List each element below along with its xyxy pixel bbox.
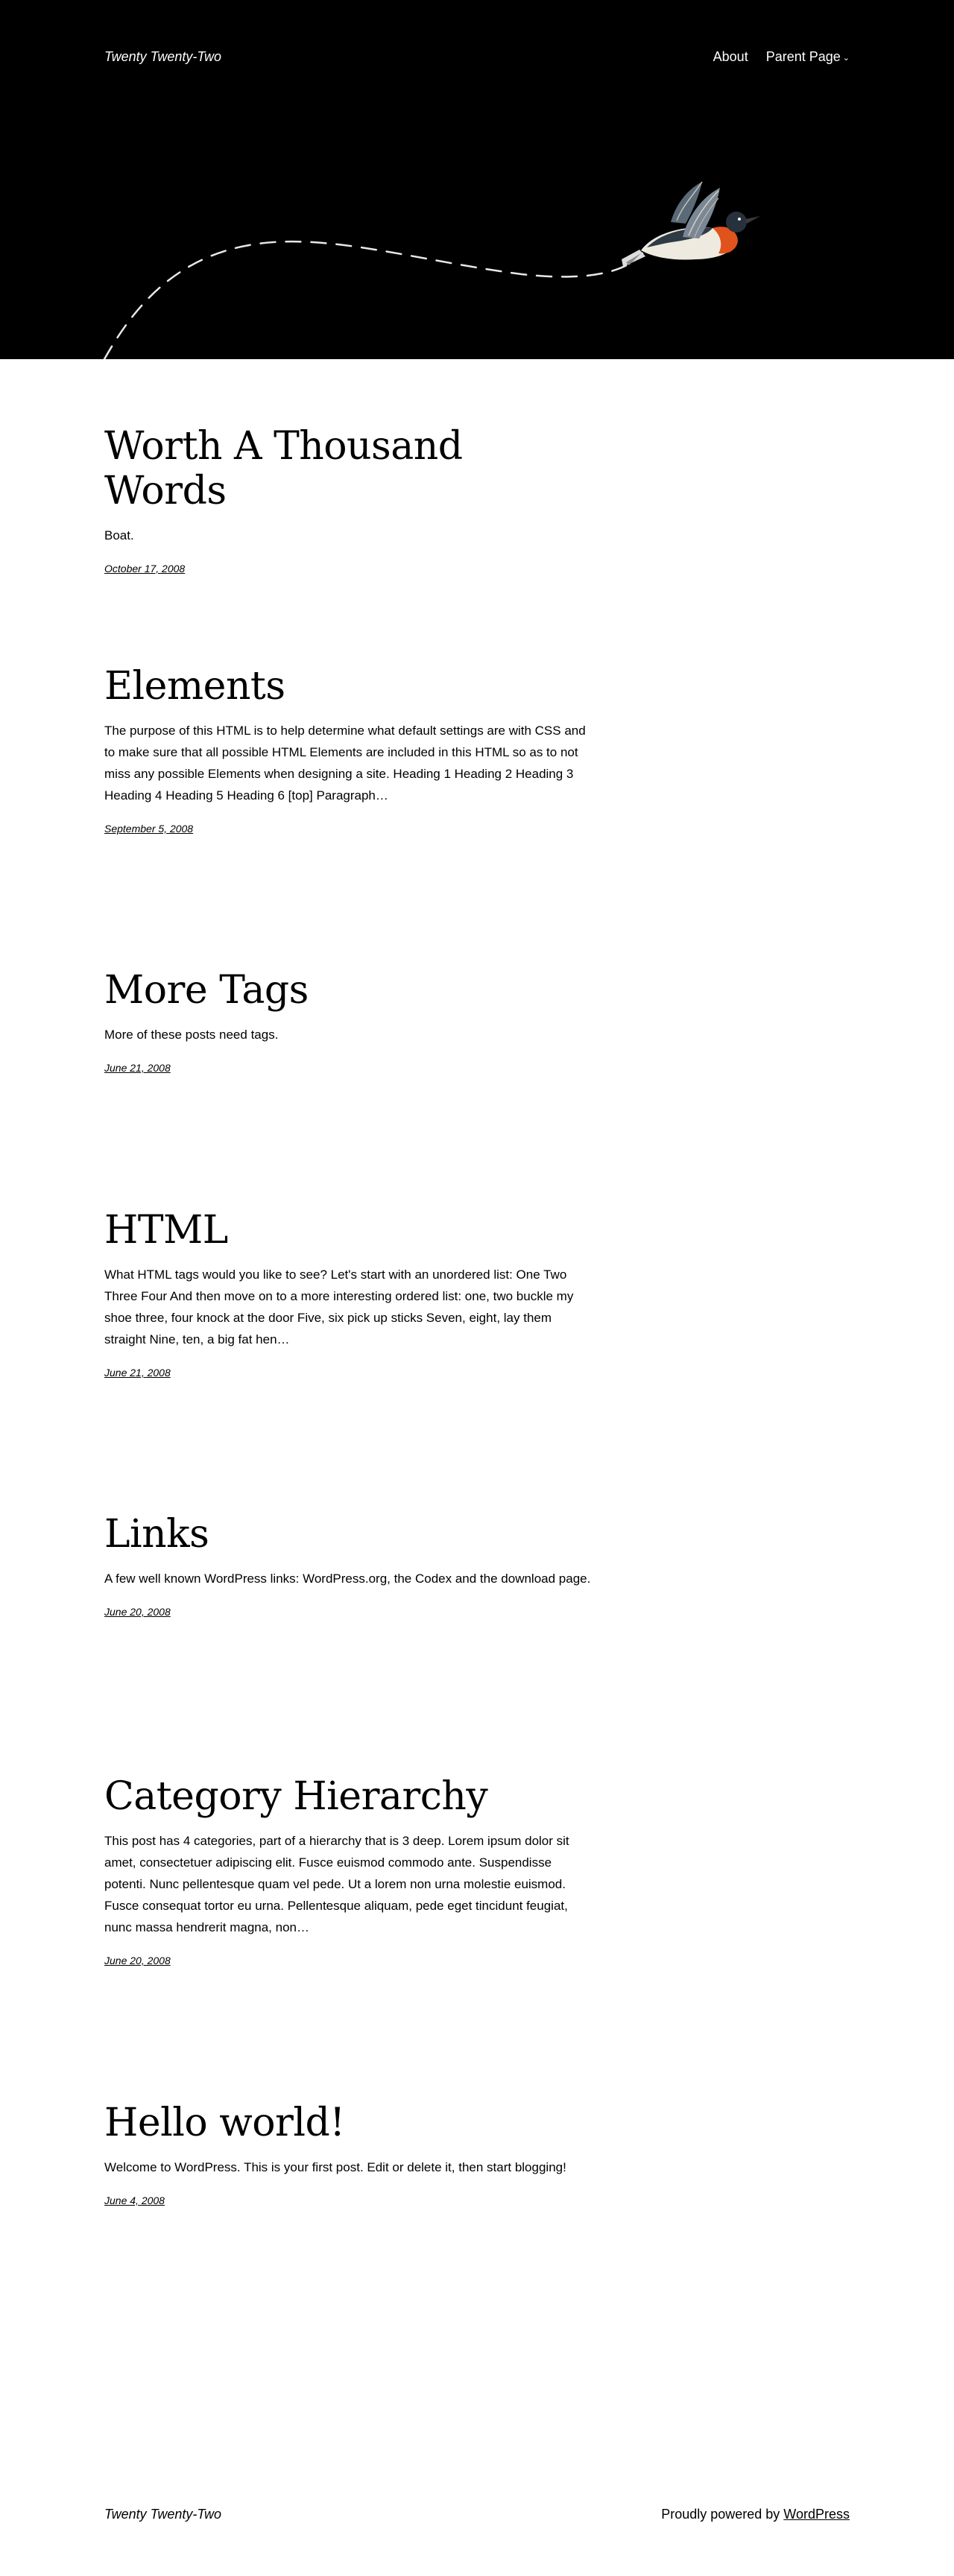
post-title-link[interactable]: Elements <box>104 664 285 709</box>
nav-item-parent-page-label: Parent Page <box>765 49 841 64</box>
post-date-link[interactable]: June 21, 2008 <box>104 1366 171 1379</box>
post-item <box>104 1775 596 1968</box>
post-excerpt: This post has 4 categories, part of a hierarchy that is 3 deep. Lorem ipsum dolor sit amet, consectetuer adipiscing elit. Fusce euismod commodo ante. Suspendisse potenti. Nunc pellentesque quam vel pede. Ut a lorem non urna molestie euismod. Fusce consequat tortor eu urna. Pellentesque aliquam, pede eget tincidunt feugiat, nunc massa hendrerit magna, non… <box>104 1833 569 1934</box>
post-item <box>104 1209 596 1380</box>
post-excerpt: Welcome to WordPress. This is your first post. Edit or delete it, then start blogging! <box>104 2159 566 2174</box>
post-item <box>104 1513 596 1619</box>
post-item <box>104 665 596 836</box>
post-excerpt: Boat. <box>104 528 134 542</box>
nav-item-parent-page[interactable] <box>766 49 850 65</box>
post-date-link[interactable]: June 20, 2008 <box>104 1954 171 1966</box>
post-title-link[interactable]: More Tags <box>104 968 309 1013</box>
post-date-link[interactable]: June 4, 2008 <box>104 2194 165 2206</box>
footer-credit-text: Proudly powered by <box>661 2507 784 2522</box>
post-title-link[interactable]: Hello world! <box>104 2101 345 2145</box>
primary-navigation <box>713 49 850 65</box>
site-title-link[interactable]: Twenty Twenty-Two <box>104 49 222 64</box>
post-excerpt: A few well known WordPress links: WordPress.org, the Codex and the download page. <box>104 1571 591 1586</box>
post-date-link[interactable]: October 17, 2008 <box>104 562 186 575</box>
post-date-link[interactable]: June 20, 2008 <box>104 1605 171 1618</box>
wordpress-link[interactable]: WordPress <box>783 2507 850 2522</box>
nav-item-about[interactable]: About <box>713 49 748 64</box>
post-item <box>104 969 596 1075</box>
site-header <box>0 0 954 359</box>
post-title-link[interactable]: Category Hierarchy <box>104 1774 488 1819</box>
post-excerpt: What HTML tags would you like to see? Let's start with an unordered list: One Two Three Four And then move on to a more interesting ordered list: one, two buckle my shoe three, four knock at the door Five, six pick up sticks Seven, eight, lay them straight Nine, ten, a big fat hen… <box>104 1267 574 1346</box>
post-title-link[interactable]: Worth A Thousand Words <box>104 424 463 513</box>
post-date-link[interactable]: June 21, 2008 <box>104 1061 171 1074</box>
footer-site-title-link[interactable]: Twenty Twenty-Two <box>104 2507 222 2522</box>
footer-credit <box>661 2507 850 2522</box>
post-excerpt: The purpose of this HTML is to help determine what default settings are with CSS and to make sure that all possible HTML Elements are included in this HTML so as to not miss any possible Elements when designing a site. Heading 1 Heading 2 Heading 3 Heading 4 Heading 5 Heading 6 [top] Paragraph… <box>104 723 586 803</box>
post-excerpt: More of these posts need tags. <box>104 1027 279 1042</box>
post-date-link[interactable]: September 5, 2008 <box>104 822 194 835</box>
post-item <box>104 2101 596 2208</box>
post-title-link[interactable]: Links <box>104 1512 209 1557</box>
chevron-down-icon[interactable]: ⌄ <box>842 54 850 63</box>
post-title-link[interactable]: HTML <box>104 1208 228 1253</box>
post-item <box>104 425 596 576</box>
